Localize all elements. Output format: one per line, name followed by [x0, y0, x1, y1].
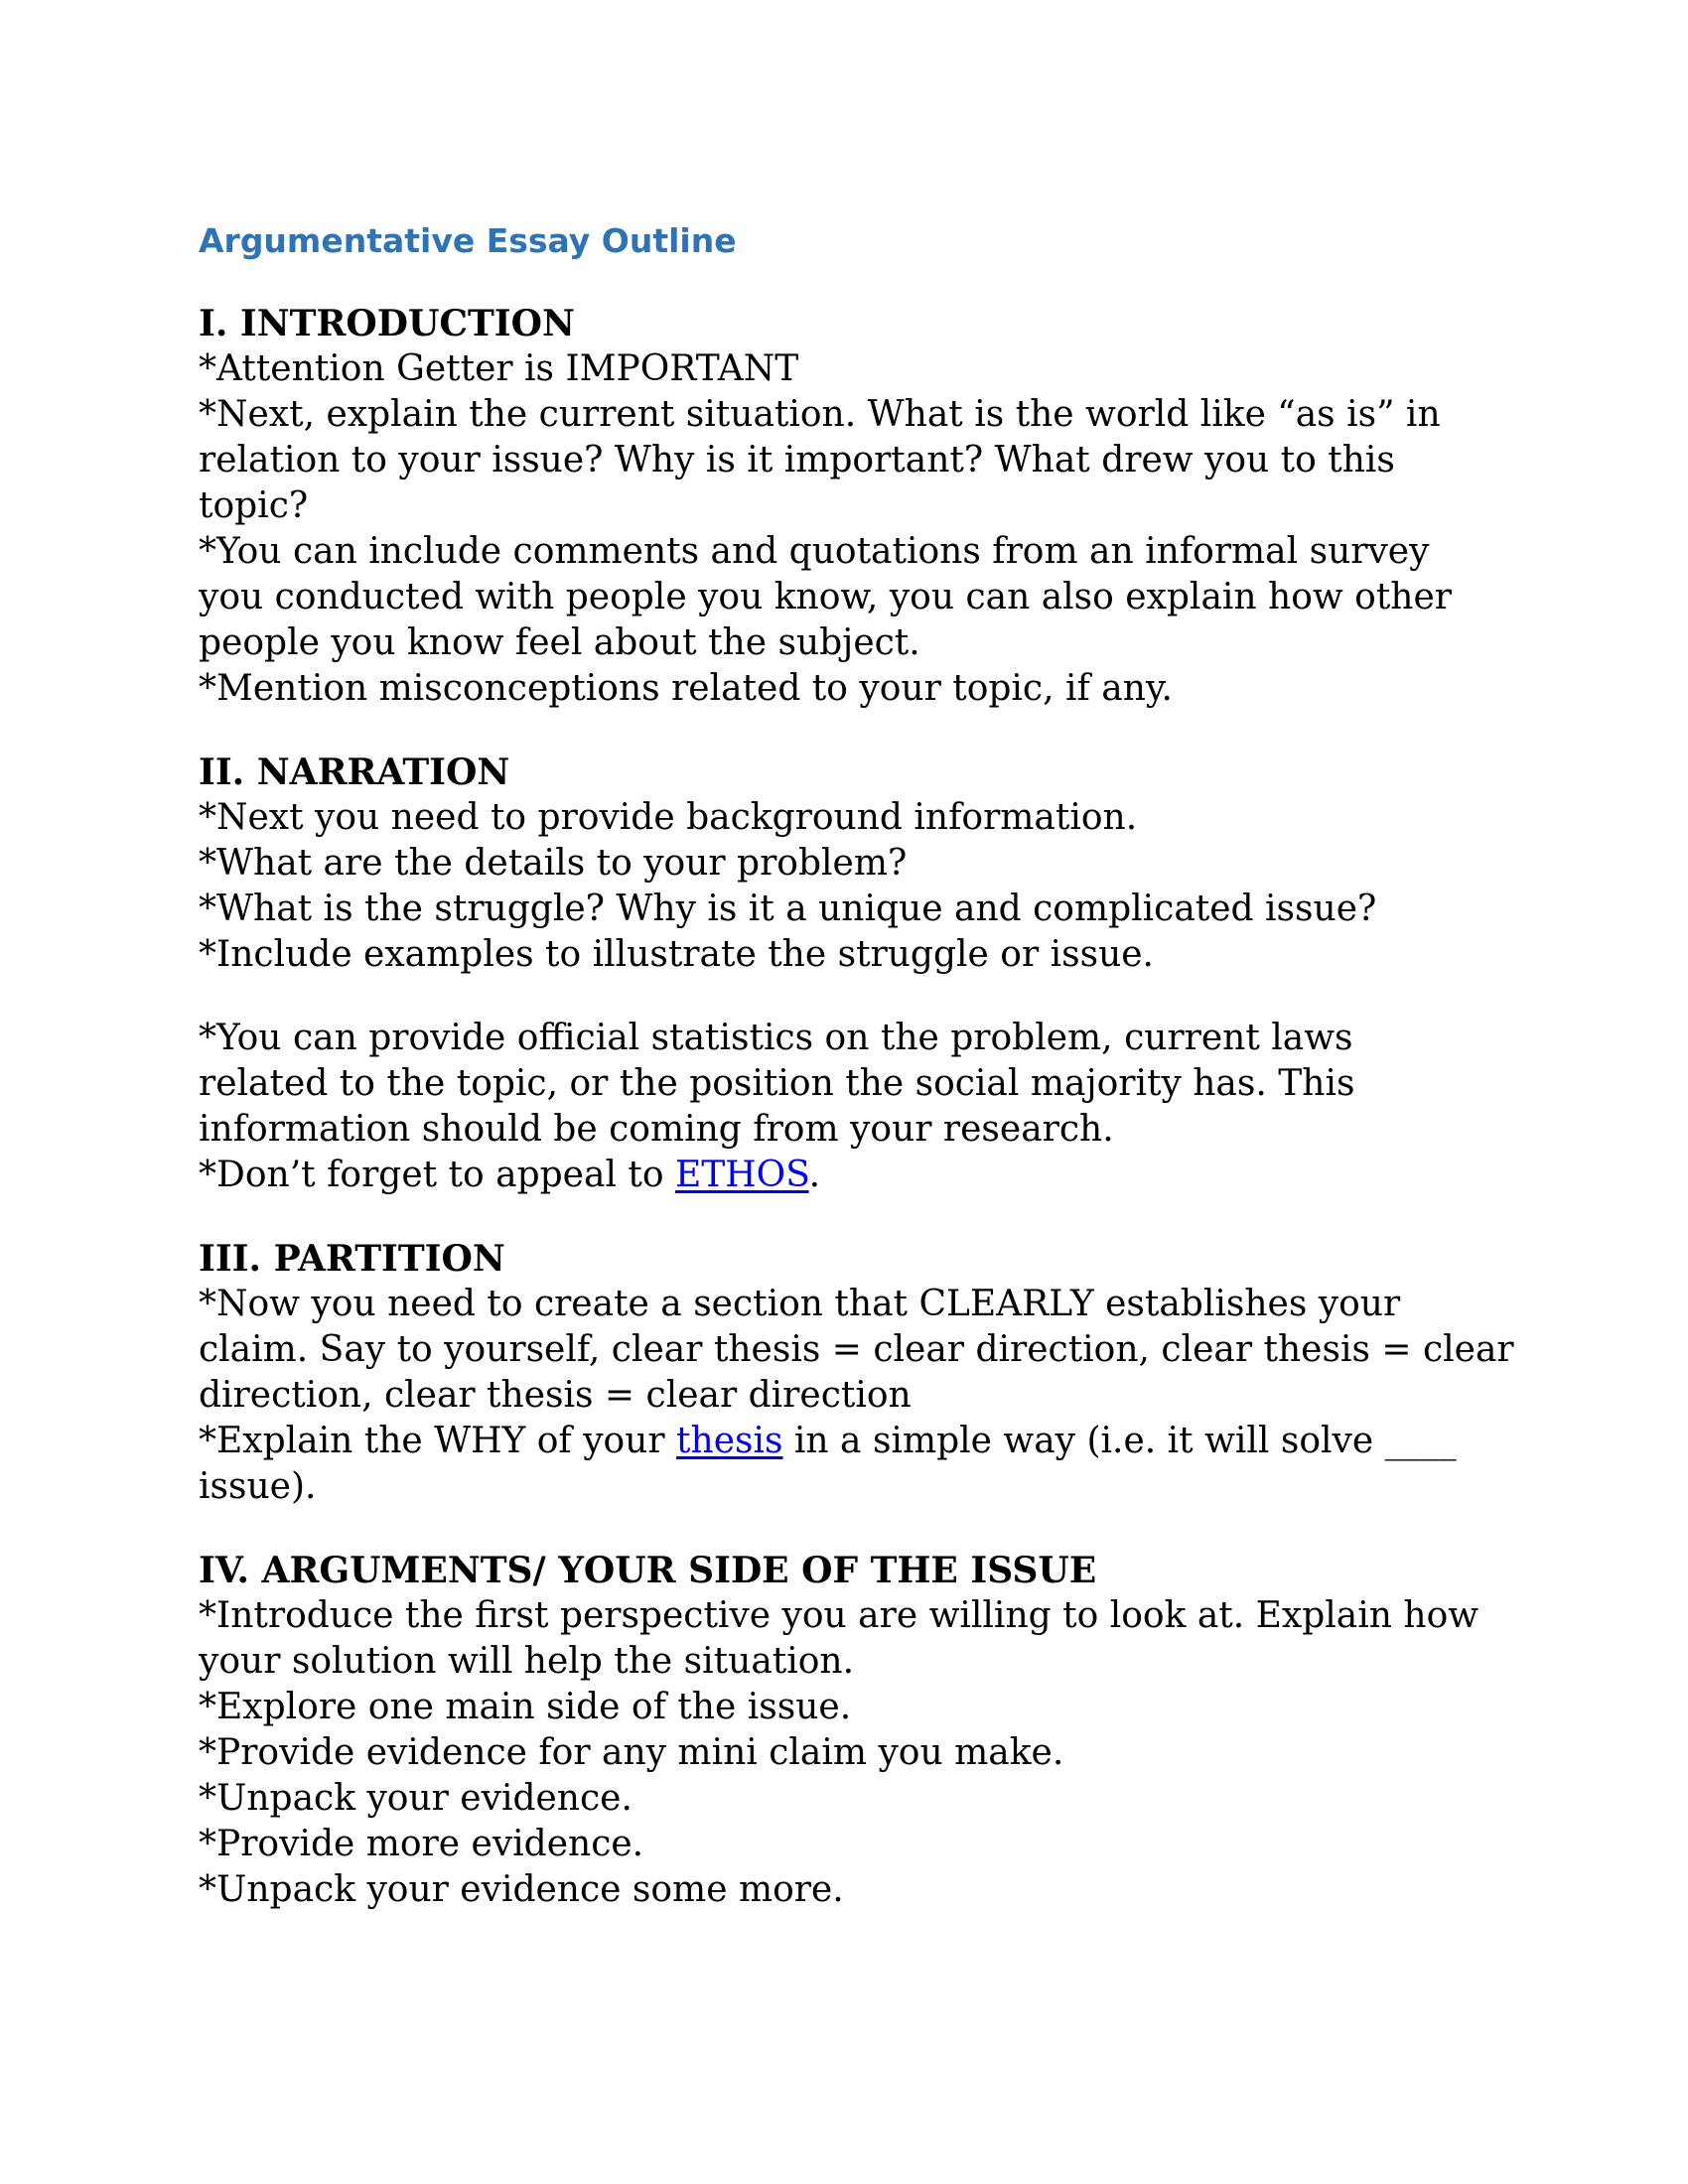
ethos-suffix: .: [808, 1155, 821, 1195]
outline-line: topic?: [199, 485, 309, 526]
outline-line: *Now you need to create a section that CLEARLY establishes your: [199, 1284, 1401, 1324]
outline-line: *You can provide official statistics on the problem, current laws: [199, 1018, 1353, 1058]
section-heading: II. NARRATION: [199, 751, 510, 793]
thesis-link[interactable]: thesis: [676, 1421, 783, 1461]
outline-line: information should be coming from your research.: [199, 1109, 1114, 1150]
section-arguments: [199, 1548, 1519, 1913]
ethos-line: [199, 1153, 1519, 1198]
outline-line: issue).: [199, 1466, 317, 1507]
outline-line: claim. Say to yourself, clear thesis = clear direction, clear thesis = clear: [199, 1329, 1514, 1370]
outline-line: *You can include comments and quotations from an informal survey: [199, 531, 1430, 572]
thesis-prefix: *Explain the WHY of your: [199, 1421, 677, 1461]
outline-line: *Unpack your evidence.: [199, 1778, 633, 1819]
section-introduction: [199, 301, 1519, 712]
outline-line: related to the topic, or the position the social majority has. This: [199, 1063, 1355, 1104]
outline-line: *Next you need to provide background information.: [199, 797, 1138, 838]
outline-line: *Unpack your evidence some more.: [199, 1869, 844, 1910]
outline-line: *Provide evidence for any mini claim you make.: [199, 1732, 1064, 1773]
outline-line: *Attention Getter is IMPORTANT: [199, 348, 799, 389]
outline-line: *Introduce the first perspective you are willing to look at. Explain how: [199, 1595, 1479, 1636]
document-title: Argumentative Essay Outline: [199, 221, 737, 260]
ethos-prefix: *Don’t forget to appeal to: [199, 1155, 675, 1195]
outline-line: direction, clear thesis = clear direction: [199, 1375, 912, 1416]
outline-line: *Explore one main side of the issue.: [199, 1687, 852, 1727]
outline-line: you conducted with people you know, you can also explain how other: [199, 577, 1453, 617]
section-narration: [199, 750, 1519, 1198]
section-partition: [199, 1236, 1519, 1510]
narration-paragraph-2: [199, 1016, 1519, 1198]
section-heading: I. INTRODUCTION: [199, 303, 575, 344]
document-body: [199, 221, 1519, 1913]
outline-line: people you know feel about the subject.: [199, 622, 920, 663]
thesis-line: [199, 1419, 1519, 1464]
ethos-link[interactable]: ETHOS: [675, 1155, 809, 1195]
outline-line: *Provide more evidence.: [199, 1824, 644, 1864]
outline-line: *Include examples to illustrate the struggle or issue.: [199, 934, 1154, 975]
outline-line: *Mention misconceptions related to your topic, if any.: [199, 668, 1173, 709]
outline-line: *What are the details to your problem?: [199, 843, 908, 884]
outline-line: *Next, explain the current situation. What is the world like “as is” in: [199, 394, 1441, 435]
section-heading: III. PARTITION: [199, 1238, 505, 1280]
section-heading: IV. ARGUMENTS/ YOUR SIDE OF THE ISSUE: [199, 1550, 1097, 1591]
outline-line: *What is the struggle? Why is it a unique and complicated issue?: [199, 888, 1377, 929]
thesis-suffix: in a simple way (i.e. it will solve ____: [782, 1421, 1457, 1461]
outline-line: relation to your issue? Why is it important? What drew you to this: [199, 440, 1395, 480]
outline-line: your solution will help the situation.: [199, 1641, 855, 1682]
